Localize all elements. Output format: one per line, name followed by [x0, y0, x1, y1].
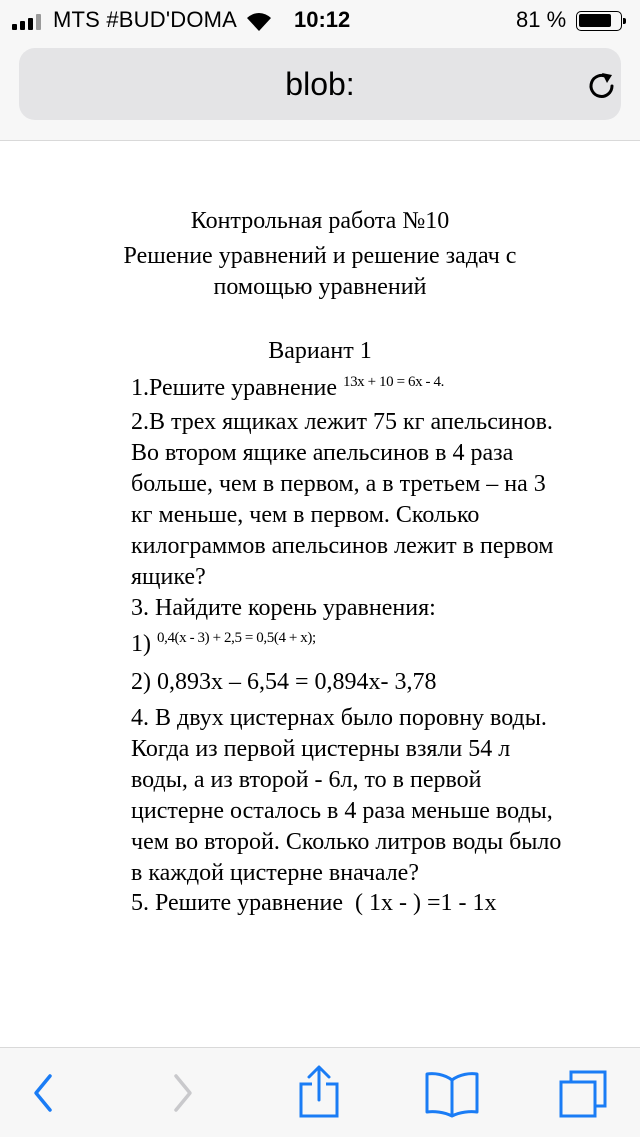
task-3-header: 3. Найдите корень уравнения:: [131, 595, 436, 621]
task-3-item-1-formula: 0,4(x - 3) + 2,5 = 0,5(4 + x);: [157, 630, 316, 646]
battery-percent: 81 %: [516, 7, 567, 32]
task-4: [131, 703, 611, 889]
document-page: [0, 141, 640, 1047]
task-2-line: 2.В трех ящиках лежит 75 кг апельсинов.: [131, 409, 553, 435]
document-title: Контрольная работа №10: [190, 208, 450, 234]
battery-icon: [576, 11, 622, 31]
task-2-line: кг меньше, чем в первом. Сколько: [131, 502, 480, 528]
task-3-item-1: [131, 629, 611, 663]
address-bar[interactable]: [19, 48, 621, 120]
forward-icon[interactable]: [168, 1072, 198, 1114]
carrier-name: MTS #BUD'DOMA: [53, 7, 238, 32]
task-2-line: ящике?: [131, 564, 206, 590]
address-text[interactable]: blob:: [285, 66, 355, 102]
status-time: 10:12: [294, 7, 351, 32]
task-4-line: Когда из первой цистерны взяли 54 л: [131, 736, 511, 762]
variant-heading: Вариант 1: [268, 338, 372, 364]
tabs-icon[interactable]: [557, 1068, 609, 1120]
task-3-item-2: 2) 0,893x – 6,54 = 0,894x- 3,78: [131, 669, 437, 695]
task-3-item-1-label: 1): [131, 631, 151, 657]
task-1-text: 1.Решите уравнение: [131, 375, 337, 401]
status-bar: [0, 0, 640, 40]
task-2-line: килограммов апельсинов лежит в первом: [131, 533, 554, 559]
task-4-line: воды, а из второй - 6л, то в первой: [131, 767, 482, 793]
task-4-line: 4. В двух цистернах было поровну воды.: [131, 705, 547, 731]
task-5: 5. Решите уравнение ( 1x - ) =1 - 1x: [131, 890, 497, 916]
document-subtitle-line2: помощью уравнений: [213, 274, 427, 300]
browser-top-bar: [0, 40, 640, 141]
back-icon[interactable]: [28, 1072, 58, 1114]
task-4-line: в каждой цистерне вначале?: [131, 860, 419, 886]
reload-icon[interactable]: [585, 69, 619, 103]
task-4-line: чем во второй. Сколько литров воды было: [131, 829, 562, 855]
document-subtitle-line1: Решение уравнений и решение задач с: [123, 243, 517, 269]
task-2-line: Во втором ящике апельсинов в 4 раза: [131, 440, 514, 466]
task-4-line: цистерне осталось в 4 раза меньше воды,: [131, 798, 553, 824]
bookmarks-icon[interactable]: [424, 1070, 480, 1118]
task-1-formula: 13x + 10 = 6x - 4.: [342, 374, 444, 390]
task-2-line: больше, чем в первом, а в третьем – на 3: [131, 471, 546, 497]
browser-toolbar: [0, 1047, 640, 1137]
signal-strength-icon: [12, 14, 46, 30]
share-icon[interactable]: [296, 1064, 342, 1120]
task-1: [131, 373, 611, 407]
task-2: [131, 407, 611, 593]
wifi-icon: [246, 12, 272, 32]
